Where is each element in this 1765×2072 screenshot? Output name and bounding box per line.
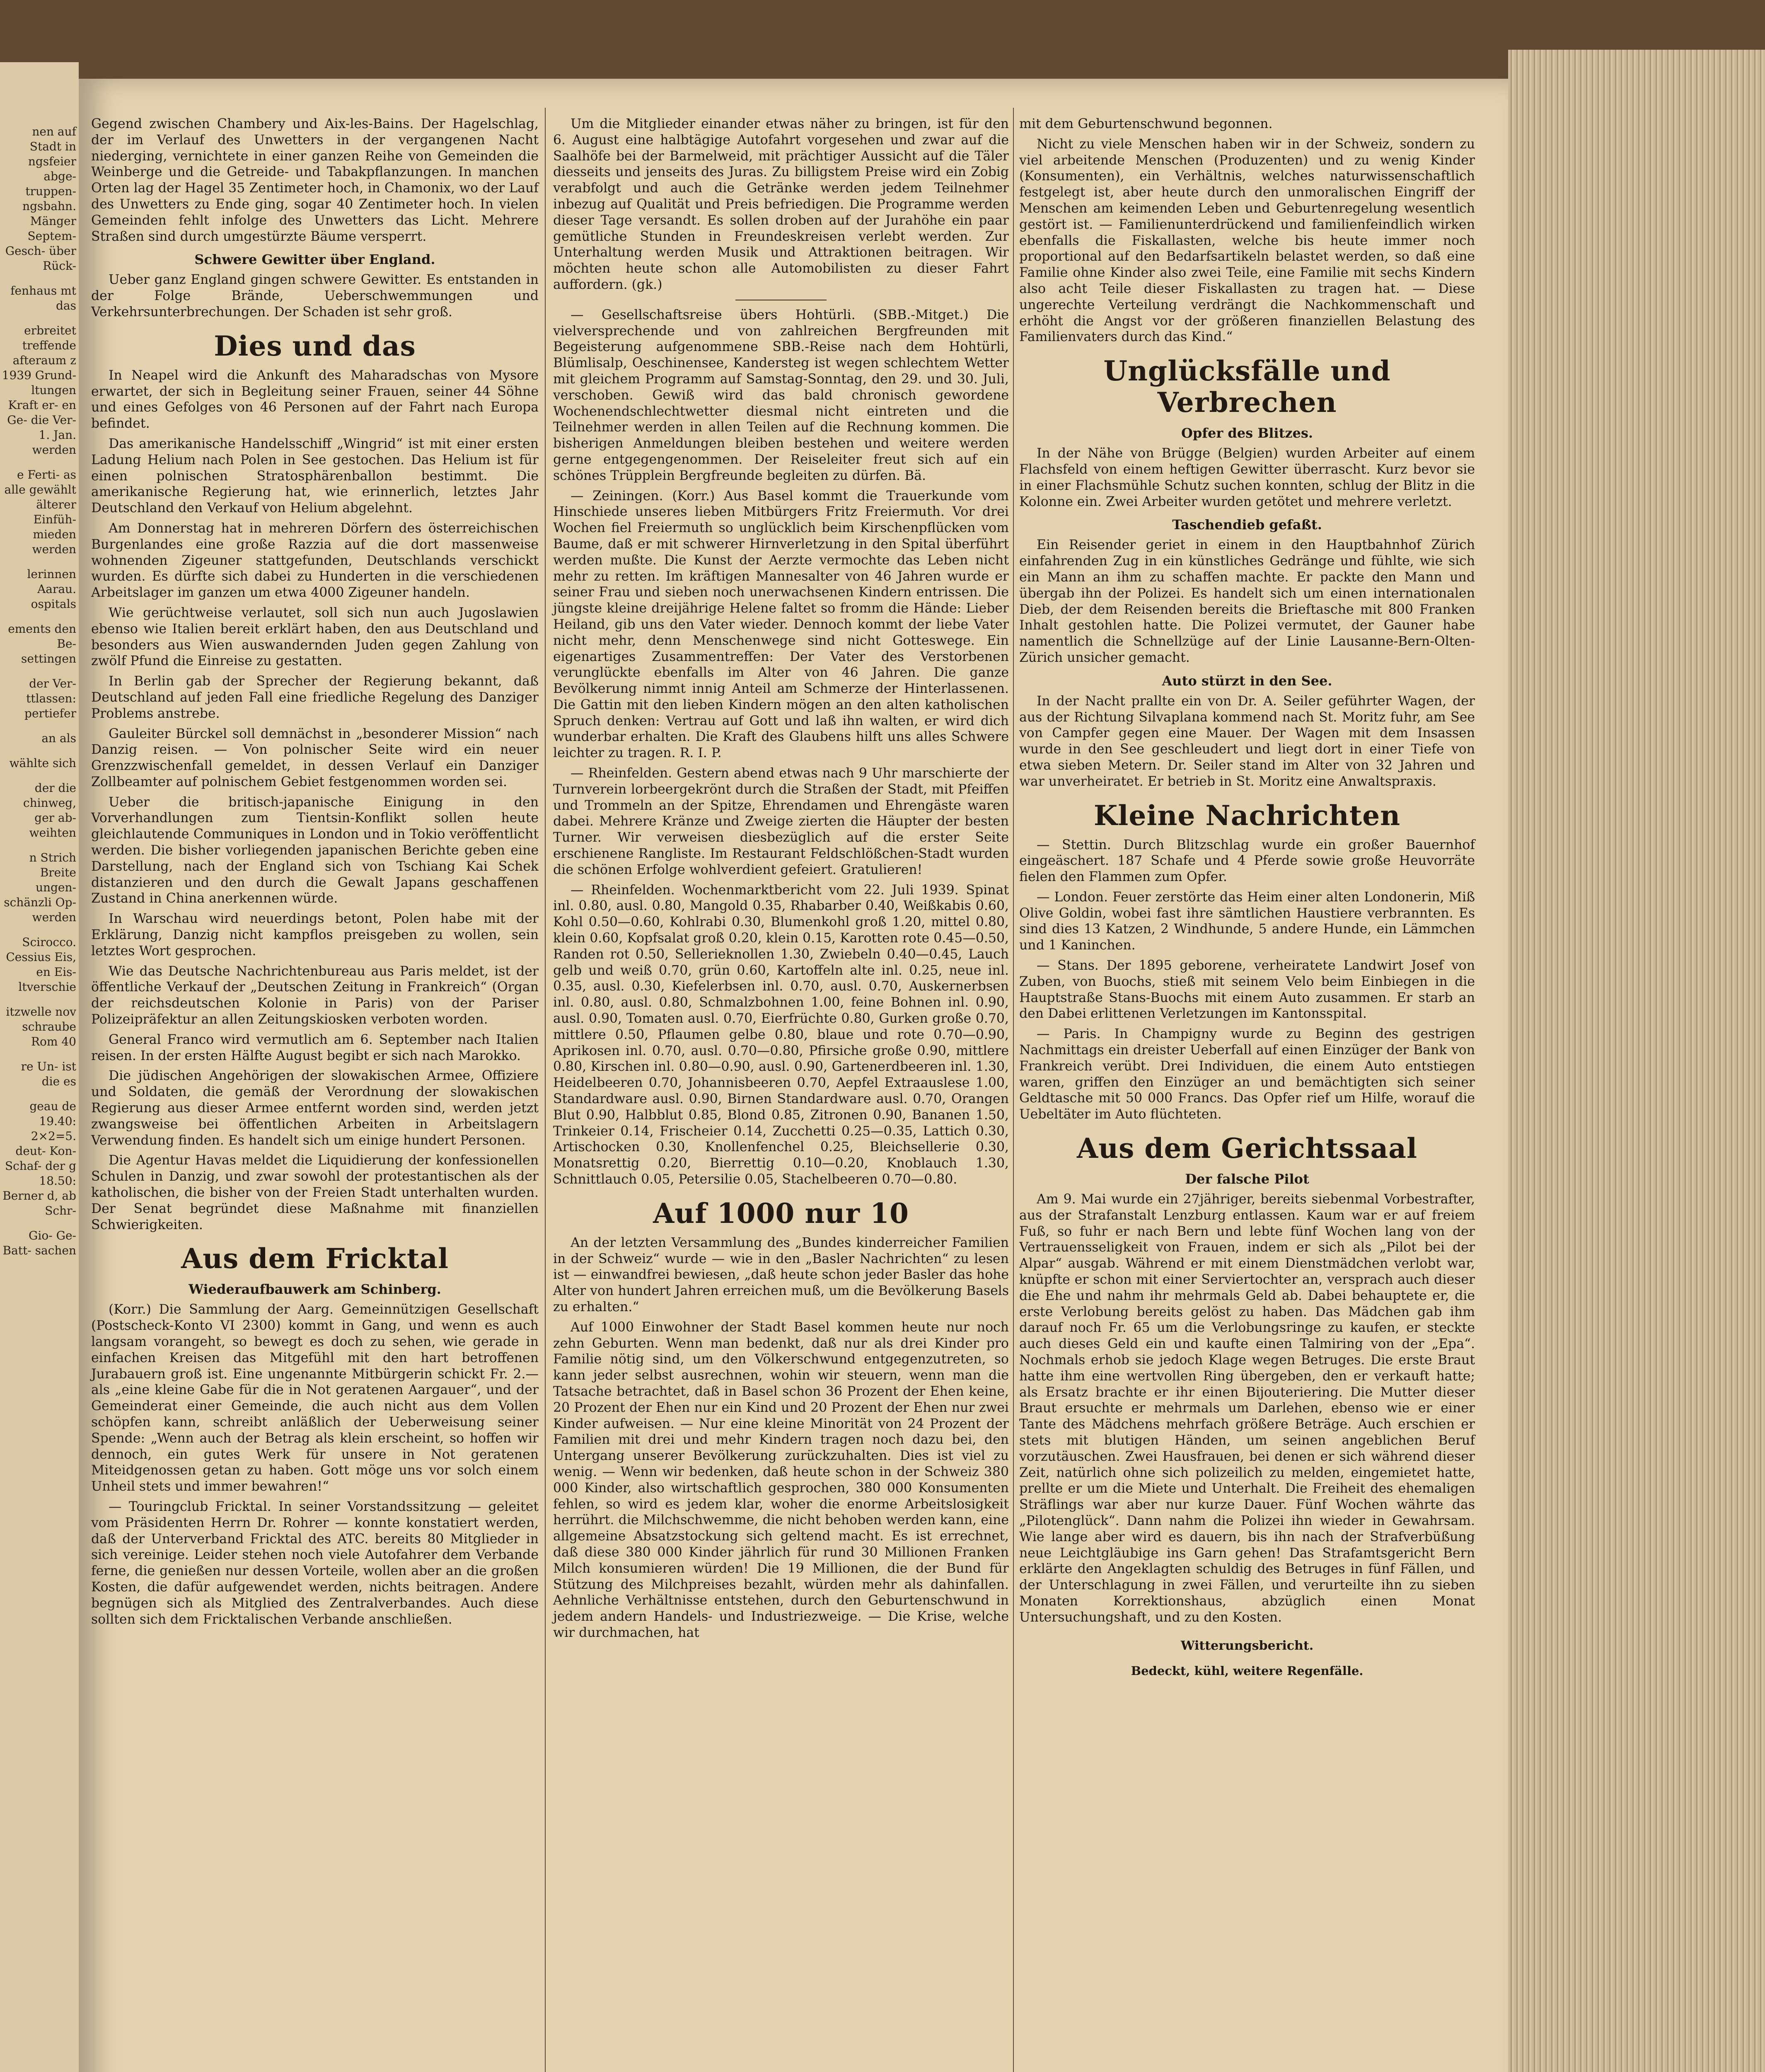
article-paragraph: In Berlin gab der Sprecher der Regierung bekannt, daß Deutschland auf jeden Fall eine friedliche Regelung des Danziger Problems anstrebe. [91, 674, 539, 721]
article-paragraph: Auf 1000 Einwohner der Stadt Basel kommen heute nur noch zehn Geburten. Wenn man bedenkt, daß nur als drei Kinder pro Familie nötig sind, um den Völkerschwund entgegenzutreten, so kann jeder selbst ausrechnen, wohin wir steuern, wenn man die Tatsache betrachtet, daß in Basel schon 36 Prozent der Ehen keine, 20 Prozent der Ehen nur ein Kind und 20 Prozent der Ehen nur zwei Kinder aufweisen. — Nur eine kleine Minorität von 24 Prozent der Familien mit drei und mehr Kindern tragen noch dazu bei, den Untergang unserer Bevölkerung zurückzuhalten. Dies ist viel zu wenig. — Wenn wir bedenken, daß heute schon in der Schweiz 380 000 Kinder, also wirtschaftlich gesprochen, 380 000 Konsumenten fehlen, so wird es jedem klar, woher die enorme Arbeitslosigkeit herrührt. die Milchschwemme, die nicht behoben werden kann, eine allgemeine Absatzstockung sich geltend macht. Es ist errechnet, daß diese 380 000 Kinder jährlich für rund 30 Millionen Franken Milch konsumieren würden! Die 19 Millionen, die der Bund für Stützung des Milchpreises bezahlt, würden mehr als dahinfallen. Aehnliche Verhältnisse entstehen, durch den Geburtenschwund in jedem andern Handels- und Industriezweige. — Die Krise, welche wir durchmachen, hat [553, 1319, 1009, 1640]
article-paragraph: — Gesellschaftsreise übers Hohtürli. (SBB.-Mitget.) Die vielversprechende und von zahlreichen Bergfreunden mit Begeisterung aufgenommene SBB.-Reise nach dem Hohtürli, Blümlisalp, Oeschinensee, Kandersteg ist wegen schlechtem Wetter mit gleichem Programm auf Samstag-Sonntag, den 29. und 30. Juli, verschoben. Gewiß wird das bald chronisch gewordene Wochenendschlechtwetter diesmal nicht eintreten und die Teilnehmer werden in allen Teilen auf die Rechnung kommen. Die bisherigen Anmeldungen bleiben bestehen und weitere werden gerne entgegengenommen. Der Reiseleiter freut sich auf ein schönes Trüpplein Bergfreunde begleiten zu dürfen. Bä. [553, 307, 1009, 483]
article-paragraph: An der letzten Versammlung des „Bundes kinderreicher Familien in der Schweiz“ wurde — wie in den „Basler Nachrichten“ zu lesen ist — einwandfrei bewiesen, „daß heute schon jeder Basler das hohe Alter von hundert Jahren erreichen muß, um die Bevölkerung Basels zu erhalten.“ [553, 1235, 1009, 1314]
column-3 [1019, 116, 1475, 1683]
article-subhead: Schwere Gewitter über England. [194, 252, 435, 268]
article-paragraph: Ein Reisender geriet in einem in den Hauptbahnhof Zürich einfahrenden Zug in ein künstliches Gedränge und fühlte, wie sich ein Mann an ihm zu schaffen machte. Er packte den Mann und übergab ihn der Polizei. Es handelt sich um einen internationalen Dieb, der dem Reisenden bereits die Brieftasche mit 800 Franken Inhalt gestohlen hatte. Die Polizei vermutet, der Gauner habe namentlich die Schnellzüge auf der Linie Lausanne-Bern-Olten-Zürich unsicher gemacht. [1019, 537, 1475, 665]
weather-report [1019, 1638, 1475, 1680]
facing-page-fragment: an als [41, 731, 76, 745]
article-paragraph: mit dem Geburtenschwund begonnen. [1019, 116, 1273, 131]
article-paragraph: — London. Feuer zerstörte das Heim einer alten Londonerin, Miß Olive Goldin, wobei fast ihre sämtlichen Haustiere verbrannten. Es sind dies 13 Katzen, 2 Windhunde, 5 andere Hunde, ein Lämmchen und 1 Kaninchen. [1019, 889, 1475, 953]
article-paragraph: Ueber ganz England gingen schwere Gewitter. Es entstanden in der Folge Brände, Ueberschwemmungen und Verkehrsunterbrechungen. Der Schaden ist sehr groß. [91, 272, 539, 320]
article-paragraph: In Warschau wird neuerdings betont, Polen habe mit der Erklärung, Danzig nicht kampflos preisgeben zu wollen, sein letztes Wort gesprochen. [91, 911, 539, 959]
article-paragraph: Nicht zu viele Menschen haben wir in der Schweiz, sondern zu viel arbeitende Menschen (Produzenten) und zu wenig Kinder (Konsumenten), ein Verhältnis, welches naturwissenschaftlich festgelegt ist, aber heute durch den unmoralischen Eingriff der Menschen am keimenden Leben und Geburtenregelung wesentlich gestört ist. — Familienunterdrückend und familienfeindlich wirken ebenfalls die Fiskallasten, welche bis heute immer noch proportional auf den Bedarfsartikeln belastet werden, so daß eine Familie ohne Kinder also zwei Teile, eine Familie mit sechs Kindern also acht Teile dieser Fiskallasten zu tragen hat. — Diese ungerechte Verteilung verdrängt die Nachkommenschaft und erhöht die Angst vor der größeren finanziellen Belastung des Familienvaters durch das Kind.“ [1019, 136, 1475, 345]
facing-page-fragment: der Ver- ttlassen: pertiefer [24, 677, 76, 720]
article-subhead: Auto stürzt in den See. [1162, 673, 1332, 689]
facing-page-text-margin [2, 124, 76, 1268]
article-paragraph: — Touringclub Fricktal. In seiner Vorstandssitzung — geleitet vom Präsidenten Herrn Dr. Rohrer — konnte konstatiert werden, daß der Unterverband Fricktal des ATC. bereits 80 Mitglieder in sich vereinige. Leider stehen noch viele Autofahrer dem Verbande ferne, die genießen nur dessen Vorteile, wollen aber an die großen Kosten, die dafür aufgewendet werden, nichts beitragen. Andere begnügen sich als Mitglied des Zentralverbandes. Auch diese sollten sich dem Fricktalischen Verbande anschließen. [91, 1499, 539, 1627]
article-paragraph: — Rheinfelden. Gestern abend etwas nach 9 Uhr marschierte der Turnverein lorbeergekrönt durch die Straßen der Stadt, mit Pfeiffen und Trommeln an der Spitze, Ehrendamen und Ehrengäste waren dabei. Mehrere Kränze und Zweige zierten die Häupter der besten Turner. Wir verweisen diesbezüglich auf die erster Seite erschienene Rangliste. Im Restaurant Feldschlößchen-Stadt wurden die schönen Erfolge wohlverdient gefeiert. Gratulieren! [553, 766, 1009, 877]
article-paragraph: Gauleiter Bürckel soll demnächst in „besonderer Mission“ nach Danzig reisen. — Von polnischer Seite wird ein neuer Grenzzwischenfall gemeldet, in dessen Verlauf ein Danziger Zollbeamter auf polnischem Gebiet festgenommen worden sei. [91, 726, 539, 789]
article-paragraph: — Stettin. Durch Blitzschlag wurde ein großer Bauernhof eingeäschert. 187 Schafe und 4 Pferde sowie große Heuvorräte fielen den Flammen zum Opfer. [1019, 837, 1475, 885]
facing-page-fragment: erbreitet treffende afteraum z 1939 Grund- ltungen Kraft er- en Ge- die Ver- 1. Jan. werden [2, 324, 76, 457]
section-headline: Unglücksfälle und Verbrechen [1103, 355, 1391, 419]
article-paragraph: In der Nacht prallte ein von Dr. A. Seiler geführter Wagen, der aus der Richtung Silvaplana kommend nach St. Moritz fuhr, am See von Campfer gegen eine Mauer. Der Wagen mit dem Insassen wurde in den See geschleudert und liegt dort in einer Tiefe von etwa sieben Metern. Dr. Seiler stand im Alter von 32 Jahren und war unverheiratet. Er betrieb in St. Moritz eine Anwaltspraxis. [1019, 693, 1475, 789]
article-subhead: Der falsche Pilot [1185, 1171, 1309, 1187]
article-paragraph: General Franco wird vermutlich am 6. September nach Italien reisen. In der ersten Hälfte August begibt er sich nach Marokko. [91, 1032, 539, 1063]
facing-page-fragment: wählte sich [9, 756, 76, 770]
article-paragraph: Am 9. Mai wurde ein 27jähriger, bereits siebenmal Vorbestrafter, aus der Strafanstalt Lenzburg entlassen. Kaum war er auf freiem Fuß, so fuhr er nach Bern und lebte fünf Wochen lang von der Vertrauensseligkeit von Frauen, indem er sich als „Pilot bei der Alpar“ ausgab. Während er mit einem Dienstmädchen verlobt war, knüpfte er schon mit einer Serviertochter an, versprach auch dieser die Ehe und nahm ihr mehrmals Geld ab. Dabei behauptete er, die erste Verlobung bereits gelöst zu haben. Das Mädchen gab ihm darauf noch Fr. 65 um die Verlobungsringe zu kaufen, er steckte auch dieses Geld ein und kaufte einen Talmiring von der „Epa“. Nochmals erhob sie jedoch Klage wegen Betruges. Die erste Braut hatte ihm eine wertvollen Ring übergeben, den er verkauft hatte; als Ersatz brachte er ihr einen Bijouteriering. Die Mutter dieser Braut ersuchte er mehrmals um Darlehen, ebenso wie er einer Tante des Mädchens mehrfach größere Beträge. Auch erschien er stets mit blutigen Händen, um seinen angeblichen Beruf vorzutäuschen. Zwei Hausfrauen, bei denen er sich während dieser Zeit, natürlich ohne sich polizeilich zu melden, eingemietet hatte, prellte er um die Miete und Unterhalt. Die Freiheit des ehemaligen Sträflings war aber nur kurze Dauer. Fünf Wochen währte das „Pilotenglück“. Dann nahm die Polizei ihn wieder in Gewahrsam. Wie lange aber wird es dauern, bis ihn nach der Strafverbüßung neue Leichtgläubige ins Garn gehen! Das Strafamtsgericht Bern erklärte den Angeklagten schuldig des Betruges in fünf Fällen, und der Unterschlagung in zwei Fällen, und verurteilte ihn zu sieben Monaten Korrektionshaus, abzüglich einen Monat Untersuchungshaft, und zu den Kosten. [1019, 1192, 1475, 1625]
article-paragraph: Wie das Deutsche Nachrichtenbureau aus Paris meldet, ist der öffentliche Verkauf der „Deutschen Zeitung in Frankreich“ (Organ der reichsdeutschen Kolonie in Paris) von der Pariser Polizeipräfektur an allen Zeitungskiosken verboten worden. [91, 963, 539, 1027]
facing-page-fragment: n Strich Breite ungen- schänzli Op- werden [4, 851, 76, 924]
article-paragraph: — Zeiningen. (Korr.) Aus Basel kommt die Trauerkunde vom Hinschiede unseres lieben Mitbürgers Fritz Freiermuth. Vor drei Wochen fiel Freiermuth so unglücklich beim Kirschenpflücken vom Baume, daß er mit schwerer Hirnverletzung in den Spital überführt werden mußte. Die Kunst der Aerzte vermochte das Leben nicht mehr zu retten. Im kräftigen Mannesalter von 46 Jahren wurde er seiner Frau und sieben noch unerwachsenen Kindern entrissen. Die jüngste kleine dreijährige Helene faltet so fromm die Hände: Lieber Heiland, gib uns den Vater wieder. Dennoch kommt der liebe Vater nicht mehr, denn Menschenwege sind nicht Gotteswege. Ein eigenartiges Zusammentreffen: Der Vater des Verstorbenen verunglückte ebenfalls im Alter von 46 Jahren. Die ganze Bevölkerung nimmt innig Anteil am Schmerze der Hinterlassenen. Die Gattin mit den lieben Kindern mögen an den alten katholischen Spruch denken: Vertrau auf Gott und laß ihn walten, er wird dich wunderbar erhalten. Die Kraft des Glaubens hilft uns alles Schwere leichter zu tragen. R. I. P. [553, 488, 1009, 761]
article-paragraph: Wie gerüchtweise verlautet, soll sich nun auch Jugoslawien ebenso wie Italien bereit erklärt haben, den aus Deutschland und besonders aus Wien auswandernden Juden gegen Zahlung von zwölf Pfund die Einreise zu gestatten. [91, 605, 539, 669]
article-subhead: Taschendieb gefaßt. [1172, 517, 1322, 533]
book-page-edges [1508, 50, 1765, 2072]
weather-title: Witterungsbericht. [1180, 1638, 1314, 1653]
article-paragraph: Ueber die britisch-japanische Einigung in den Vorverhandlungen zum Tientsin-Konflikt sollen heute gleichlautende Communiques in London und in Tokio veröffentlicht werden. Die bisher vorliegenden japanischen Berichte geben eine Darstellung, nach der England sich von Tschiang Kai Schek distanzieren und den durch die Gewalt Japans geschaffenen Zustand in China anerkennen würde. [91, 794, 539, 906]
facing-page-fragment: e Ferti- as alle gewählt älterer Einfüh- mieden werden [4, 468, 76, 556]
newspaper-page [79, 79, 1508, 2072]
article-paragraph: Die Agentur Havas meldet die Liquidierung der konfessionellen Schulen in Danzig, und zwar sowohl der protestantischen als der katholischen, die bisher von der Freien Stadt unterhalten wurden. Der Senat begründet diese Maßnahme mit finanziellen Schwierigkeiten. [91, 1153, 539, 1232]
facing-page [0, 62, 79, 2072]
section-headline: Aus dem Gerichtssaal [1076, 1132, 1418, 1165]
facing-page-fragment: itzwelle nov schraube Rom 40 [6, 1005, 76, 1048]
section-headline: Aus dem Fricktal [181, 1242, 449, 1275]
article-paragraph: Um die Mitglieder einander etwas näher zu bringen, ist für den 6. August eine halbtägige Autofahrt vorgesehen und zwar auf die Saalhöfe bei der Barmelweid, mit prächtiger Aussicht auf die Täler diesseits und jenseits des Juras. Zu billigstem Preise wird ein Zobig verabfolgt und auch die Getränke werden jedem Teilnehmer inbezug auf Qualität und Preis befriedigen. Die Programme werden dieser Tage versandt. Es sollen droben auf der Jurahöhe ein paar gemütliche Stunden in Freundeskreisen verlebt werden. Zur Unterhaltung werden Musik und Attraktionen beitragen. Wir möchten heute schon alle Automobilisten zu dieser Fahrt auffordern. (gk.) [553, 116, 1009, 292]
article-paragraph: — Paris. In Champigny wurde zu Beginn des gestrigen Nachmittags ein dreister Ueberfall auf einen Einzüger der Bank von Frankreich verübt. Drei Individuen, die einem Auto entstiegen waren, griffen den Einzüger an und bemächtigten sich seiner Geldtasche mit 50 000 Francs. Das Opfer rief um Hilfe, worauf die Uebeltäter im Auto flüchteten. [1019, 1026, 1475, 1122]
article-paragraph: Am Donnerstag hat in mehreren Dörfern des österreichischen Burgenlandes eine große Razzia auf die dort massenweise wohnenden Zigeuner stattgefunden, Deutschlands verschickt wurden. Es dürfte sich dabei zu Hunderten in die verschiedenen Arbeitslager im ganzen um etwa 4000 Zigeuner handeln. [91, 520, 539, 600]
article-paragraph: — Rheinfelden. Wochenmarktbericht vom 22. Juli 1939. Spinat inl. 0.80, ausl. 0.80, Mangold 0.35, Rhabarber 0.40, Weißkabis 0.60, Kohl 0.50—0.60, Kohlrabi 0.30, Blumenkohl groß 1.20, mittel 0.80, klein 0.60, Kopfsalat groß 0.20, klein 0.15, Karotten rote 0.45—0.50, Randen rot 0.50, Sellerieknollen 1.30, Zwiebeln 0.40—0.45, Lauch gelb und weiß 0.70, grün 0.60, Kartoffeln alte inl. 0.25, neue inl. 0.35, ausl. 0.30, Kiefelerbsen inl. 0.70, ausl. 0.70, Auskernerbsen inl. 0.80, ausl. 0.80, Schmalzbohnen 1.00, feine Bohnen inl. 0.90, ausl. 0.90, Tomaten ausl. 0.70, Eierfrüchte 0.80, Gurken große 0.70, mittlere 0.50, Pflaumen gelbe 0.80, blaue und rote 0.70—0.90, Aprikosen inl. 0.70, ausl. 0.70—0.80, Pfirsiche große 0.90, mittlere 0.80, Kirschen inl. 0.80—0.90, ausl. 0.90, Gartenerdbeeren inl. 1.30, Heidelbeeren 0.70, Johannisbeeren 0.70, Aepfel Extraauslese 1.00, Standardware ausl. 0.90, Birnen Standardware ausl. 0.70, Orangen Blut 0.90, Halbblut 0.85, Blond 0.85, Zitronen 0.90, Bananen 1.50, Trinkeier 0.14, Frischeier 0.14, Zucchetti 0.25—0.35, Lattich 0.30, Artischocken 0.30, Knollenfenchel 0.25, Bleichsellerie 0.30, Monatsrettig 0.20, Bierrettig 0.10—0.20, Knoblauch 1.30, Schnittlauch 0.05, Petersilie 0.05, Stachelbeeren 0.70—0.80. [553, 882, 1009, 1187]
article-paragraph: — Stans. Der 1895 geborene, verheiratete Landwirt Josef von Zuben, von Buochs, stieß mit seinem Velo beim Einbiegen in die Hauptstraße Stans-Buochs mit einem Auto zusammen. Er starb an den Dabei erlittenen Verletzungen im Kantonsspital. [1019, 958, 1475, 1021]
facing-page-fragment: geau de 19.40: 2×2=5. deut- Kon- Schaf- der g 18.50: Berner d, ab Schr- [2, 1099, 76, 1218]
article-subhead: Opfer des Blitzes. [1181, 425, 1313, 441]
facing-page-fragment: fenhaus mt das [10, 284, 76, 312]
facing-page-fragment: der die chinweg, ger ab- weihten [23, 781, 76, 840]
article-paragraph: In der Nähe von Brügge (Belgien) wurden Arbeiter auf einem Flachsfeld von einem heftigen Gewitter überrascht. Kurz bevor sie in einer Flachsmühle Schutz suchen konnten, schlug der Blitz in die Kolonne ein. Zwei Arbeiter wurden getötet und mehrere verletzt. [1019, 446, 1475, 509]
article-paragraph: Das amerikanische Handelsschiff „Wingrid“ ist mit einer ersten Ladung Helium nach Polen in See gestochen. Das Helium ist für einen polnischen Stratosphärenballon bestimmt. Die amerikanische Regierung hat, wie erinnerlich, letztes Jahr Deutschland den Verkauf von Helium abgelehnt. [91, 436, 539, 516]
section-headline: Kleine Nachrichten [1093, 799, 1401, 832]
facing-page-fragment: ements den Be- settingen [8, 622, 76, 666]
facing-page-fragment: lerinnen Aarau. ospitals [27, 567, 76, 611]
article-paragraph: Die jüdischen Angehörigen der slowakischen Armee, Offiziere und Soldaten, die gemäß der Verordnung der slowakischen Regierung aus dieser Armee entfernt worden sind, werden jetzt zwangsweise bei öffentlichen Arbeiten in Arbeitslagern Verwendung finden. Es handelt sich um einige hundert Personen. [91, 1068, 539, 1148]
section-headline: Dies und das [214, 329, 416, 362]
facing-page-fragment: Scirocco. Cessius Eis, en Eis- ltverschie [6, 935, 76, 994]
article-paragraph: Gegend zwischen Chambery und Aix-les-Bains. Der Hagelschlag, der im Verlauf des Unwetters in der vergangenen Nacht niederging, vernichtete in einer ganzen Reihe von Gemeinden die Weinberge und die Getreide- und Tabakpflanzungen. In manchen Orten lag der Hagel 35 Zentimeter hoch, in Chamonix, wo der Lauf des Unwetters zu Ende ging, sogar 40 Zentimeter hoch. In vielen Gemeinden fehlt infolge des Unwetters das Licht. Mehrere Straßen sind durch umgestürzte Bäume versperrt. [91, 116, 539, 244]
article-paragraph: In Neapel wird die Ankunft des Maharadschas von Mysore erwartet, der sich in Begleitung seiner Frauen, seiner 44 Söhne und eines Gefolges von 46 Personen auf der Fahrt nach Europa befindet. [91, 368, 539, 431]
article-paragraph: (Korr.) Die Sammlung der Aarg. Gemeinnützigen Gesellschaft (Postscheck-Konto VI 2300) kommt in Gang, und wenn es auch langsam vorangeht, so bewegt es doch zu sehen, wie gerade in einfachen Kreisen das Mitgefühl mit den hart betroffenen Jurabauern groß ist. Eine ungenannte Mitbürgerin schickt Fr. 2.— als „eine kleine Gabe für die in Not geratenen Aargauer“, und der Gemeinderat einer Gemeinde, die auch nicht aus dem Vollen schöpfen kann, schreibt anläßlich der Ueberweisung seiner Spende: „Wenn auch der Betrag als klein erscheint, so hoffen wir dennoch, ein gutes Werk für unsere in Not geratenen Miteidgenossen getan zu haben. Gott möge uns vor solch einem Unheil stets und immer bewahren!“ [91, 1302, 539, 1494]
column-1 [91, 116, 539, 1631]
facing-page-fragment: Gio- Ge- Batt- sachen [2, 1229, 76, 1257]
column-rule [545, 108, 546, 2072]
column-2 [553, 116, 1009, 1645]
weather-text: Bedeckt, kühl, weitere Regenfälle. [1131, 1664, 1364, 1678]
facing-page-fragment: nen auf Stadt in ngsfeier abge- truppen- ngsbahn. Mänger Septem- Gesch- über Rück- [5, 125, 76, 273]
facing-page-fragment: re Un- ist die es [21, 1060, 76, 1088]
article-subhead: Wiederaufbauwerk am Schinberg. [189, 1281, 441, 1297]
column-rule [1013, 108, 1014, 2072]
section-headline: Auf 1000 nur 10 [653, 1197, 909, 1230]
